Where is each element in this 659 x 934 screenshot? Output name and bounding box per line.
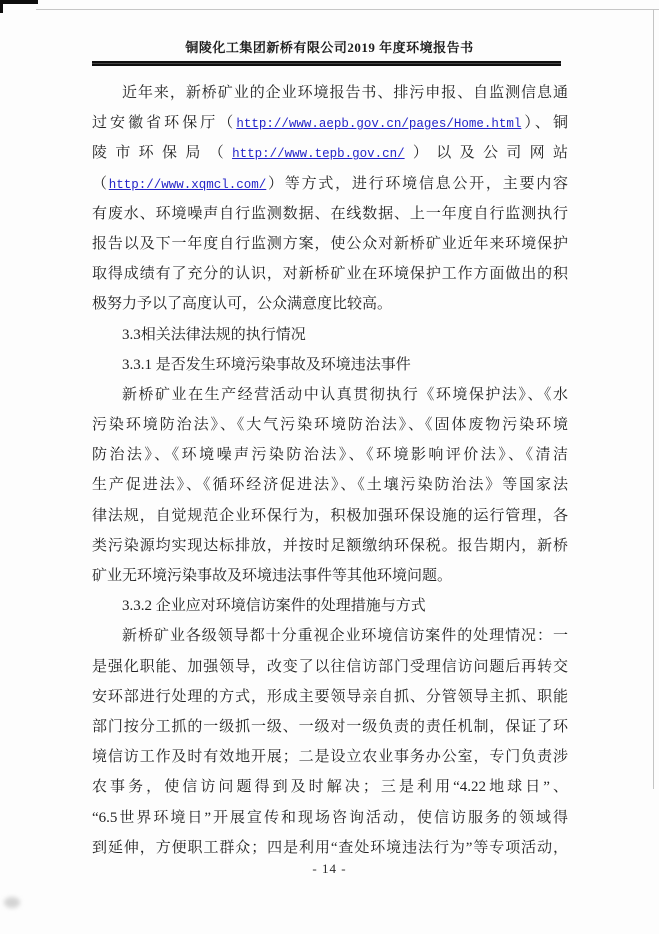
text-line — [92, 289, 568, 319]
text-line — [92, 621, 568, 651]
text-line — [92, 410, 568, 440]
text-line — [92, 803, 568, 833]
text-line — [92, 350, 568, 380]
text-line — [92, 138, 568, 168]
text-line — [92, 682, 568, 712]
text-line — [92, 78, 568, 108]
text-segment: 生产促进法》、《循环经济促进法》、《土壤污染防治法》等国家法 — [92, 477, 568, 494]
text-line — [92, 470, 568, 500]
text-line — [92, 501, 568, 531]
text-segment: 到延伸，方便职工群众；四是利用“查处环境违法行为”等专项活动， — [92, 839, 568, 856]
hyperlink[interactable]: http://www.xqmcl.com/ — [108, 177, 267, 192]
scan-artifact-top-bar — [0, 0, 38, 4]
header-title: 铜陵化工集团新桥有限公司2019 年度环境报告书 — [185, 40, 474, 55]
text-line — [92, 772, 568, 802]
scan-artifact-left-notch — [0, 0, 3, 13]
text-segment: “6.5世界环境日”开展宣传和现场咨询活动，使信访服务的领域得 — [92, 809, 568, 826]
text-segment: 近年来，新桥矿业的企业环境报告书、排污申报、自监测信息通 — [122, 85, 568, 101]
text-line — [92, 440, 568, 470]
text-segment: （ — [92, 175, 109, 192]
text-segment: 极努力予以了高度认可，公众满意度比较高。 — [92, 296, 393, 313]
header-rule — [92, 61, 561, 66]
scan-artifact-right-line — [653, 9, 654, 789]
text-line — [92, 591, 568, 621]
text-line — [92, 320, 568, 350]
text-line — [92, 259, 568, 289]
text-segment: 境信访工作及时有效地开展；二是设立农业事务办公室，专门负责涉 — [92, 749, 568, 766]
text-segment: 取得成绩有了充分的认识，对新桥矿业在环境保护工作方面做出的积 — [92, 266, 568, 283]
text-line — [92, 531, 568, 561]
text-segment: ）等方式，进行环境信息公开，主要内容 — [266, 175, 568, 192]
text-segment: 新桥矿业在生产经营活动中认真贯彻执行《环境保护法》、《水 — [122, 386, 568, 403]
hyperlink[interactable]: http://www.tepb.gov.cn/ — [232, 147, 405, 162]
text-segment: 3.3相关法律法规的执行情况 — [122, 326, 306, 343]
document-body — [92, 78, 568, 863]
text-segment: 新桥矿业各级领导都十分重视企业环境信访案件的处理情况：一 — [122, 628, 568, 645]
text-line — [92, 229, 568, 259]
text-segment: 类污染源均实现达标排放，并按时足额缴纳环保税。报告期内，新桥 — [92, 537, 568, 554]
text-segment: 污染环境防治法》、《大气污染环境防治法》、《固体废物污染环境 — [92, 417, 568, 434]
text-segment: 部门按分工抓的一级抓一级、一级对一级负责的责任机制，保证了环 — [92, 718, 568, 735]
text-segment: 过安徽省环保厅（ — [92, 115, 237, 132]
page-number: - 14 - — [312, 861, 347, 876]
text-segment: 3.3.2 企业应对环境信访案件的处理措施与方式 — [122, 598, 426, 615]
text-line — [92, 380, 568, 410]
text-segment: 3.3.1 是否发生环境污染事故及环境违法事件 — [122, 356, 411, 373]
text-segment: 矿业无环境污染事故及环境违法事件等其他环境问题。 — [92, 568, 453, 584]
text-line — [92, 712, 568, 742]
hyperlink[interactable]: http://www.aepb.gov.cn/pages/Home.html — [236, 117, 522, 132]
text-line — [92, 742, 568, 772]
text-segment: 安环部进行处理的方式，形成主要领导亲自抓、分管领导主抓、职能 — [92, 688, 568, 705]
text-segment: ）以及公司网站 — [404, 145, 568, 162]
text-segment: 是强化职能、加强领导，改变了以往信访部门受理信访问题后再转交 — [92, 658, 568, 675]
text-segment: 报告以及下一年度自行监测方案，使公众对新桥矿业近年来环境保护 — [92, 235, 568, 252]
text-segment: 律法规，自觉规范企业环保行为，积极加强环保设施的运行管理，各 — [92, 507, 568, 524]
text-segment: 农事务，使信访问题得到及时解决；三是利用“4.22地球日”、 — [92, 779, 568, 796]
text-segment: ）、铜 — [521, 115, 568, 132]
text-line — [92, 108, 568, 138]
text-line — [92, 652, 568, 682]
text-line — [92, 561, 568, 591]
text-segment: 防治法》、《环境噪声污染防治法》、《环境影响评价法》、《清洁 — [92, 447, 568, 464]
text-line — [92, 199, 568, 229]
text-segment: 陵市环保局（ — [92, 145, 233, 162]
scan-artifact-smudge — [4, 897, 20, 908]
text-line — [92, 169, 568, 199]
scan-artifact-top-line — [36, 9, 659, 10]
text-segment: 有废水、环境噪声自行监测数据、在线数据、上一年度自行监测执行 — [92, 205, 568, 222]
